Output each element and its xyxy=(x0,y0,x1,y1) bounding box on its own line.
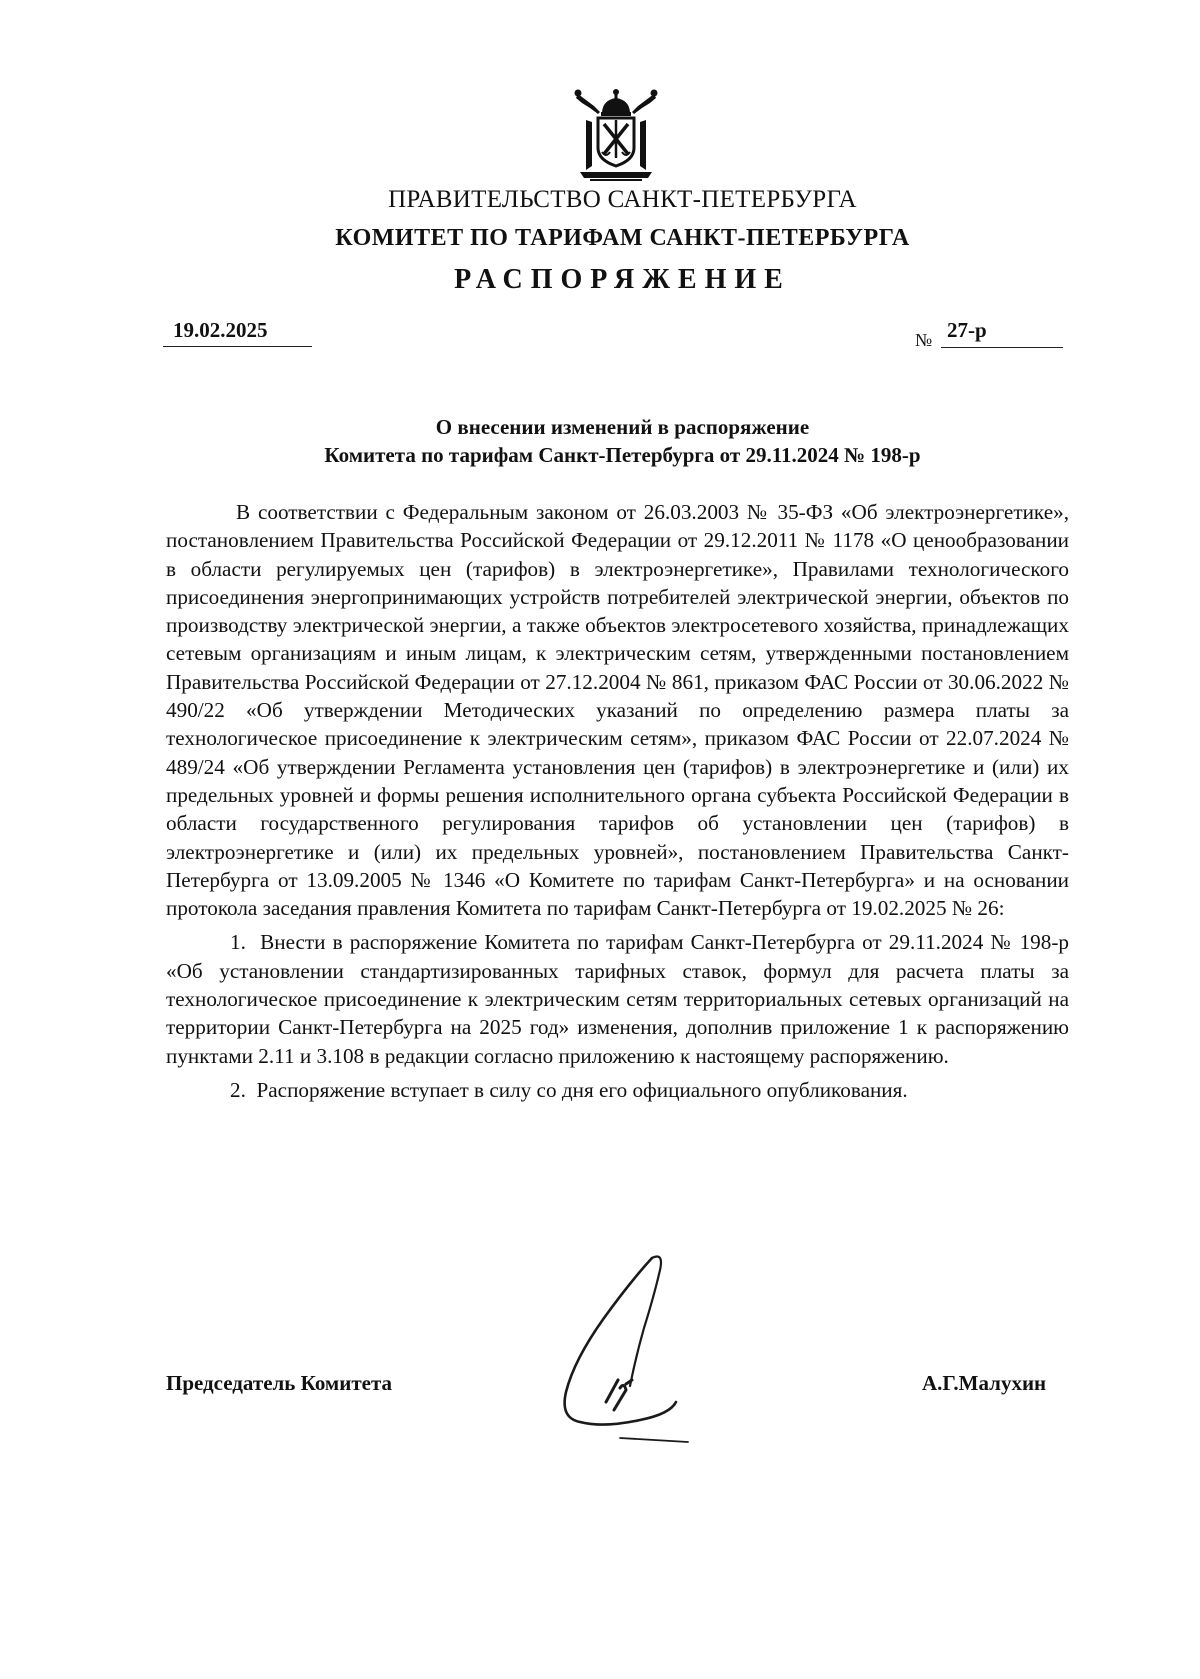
subject-line-2: Комитета по тарифам Санкт-Петербурга от 29.11.2024 № 198-р xyxy=(324,443,921,467)
document-body xyxy=(166,498,1069,1110)
committee-name: КОМИТЕТ ПО ТАРИФАМ САНКТ-ПЕТЕРБУРГА xyxy=(335,225,910,251)
item-1-paragraph: 1. Внести в распоряжение Комитета по тарифам Санкт-Петербурга от 29.11.2024 № 198-р «Об установлении стандартизированных тарифных ставок, формул для расчета платы за технологическое присоединение к электрическим сетям территориальных сетевых организаций на территории Санкт-Петербурга на 2025 год» изменения, дополнив приложение 1 к распоряжению пунктами 2.11 и 3.108 в редакции согласно приложению к настоящему распоряжению. xyxy=(166,930,1069,1068)
document-date: 19.02.2025 xyxy=(173,318,268,342)
document-date-field xyxy=(163,318,312,347)
signer-position: Председатель Комитета xyxy=(166,1371,393,1395)
document-number-field xyxy=(915,318,1063,350)
subject-line-1: О внесении изменений в распоряжение xyxy=(435,415,810,439)
preamble-paragraph: В соответствии с Федеральным законом от 26.03.2003 № 35-ФЗ «Об электроэнергетике», постановлением Правительства Российской Федерации от 29.12.2011 № 1178 «О ценообразовании в области регулируемых цен (тарифов) в электроэнергетике», Правилами технологического присоединения энергопринимающих устройств потребителей электрической энергии, объектов по производству электрической энергии, а также объектов электросетевого хозяйства, принадлежащих сетевым организациям и иным лицам, к электрическим сетям, утвержденными постановлением Правительства Российской Федерации от 27.12.2004 № 861, приказом ФАС России от 30.06.2022 № 490/22 «Об утверждении Методических указаний по определению размера платы за технологическое присоединение к электрическим сетям», приказом ФАС России от 22.07.2024 № 489/24 «Об утверждении Регламента установления цен (тарифов) в электроэнергетике и (или) их предельных уровней и формы решения исполнительного органа субъекта Российской Федерации в области государственного регулирования тарифов об установлении цен (тарифов) в электроэнергетике и (или) их предельных уровней», постановлением Правительства Санкт-Петербурга от 13.09.2005 № 1346 «О Комитете по тарифам Санкт-Петербурга» и на основании протокола заседания правления Комитета по тарифам Санкт-Петербурга от 19.02.2025 № 26: xyxy=(166,500,1069,921)
coat-of-arms-emblem xyxy=(572,86,660,184)
signer-name: А.Г.Малухин xyxy=(922,1371,1047,1395)
document-subject xyxy=(0,413,1200,469)
document-number: 27-р xyxy=(947,318,987,342)
document-type-title: РАСПОРЯЖЕНИЕ xyxy=(454,264,791,295)
number-underline xyxy=(941,318,1063,348)
number-sign: № xyxy=(915,330,933,350)
government-name: ПРАВИТЕЛЬСТВО САНКТ-ПЕТЕРБУРГА xyxy=(388,186,857,213)
handwritten-signature xyxy=(560,1252,720,1452)
item-2-paragraph: 2. Распоряжение вступает в силу со дня его официального опубликования. xyxy=(230,1077,908,1102)
